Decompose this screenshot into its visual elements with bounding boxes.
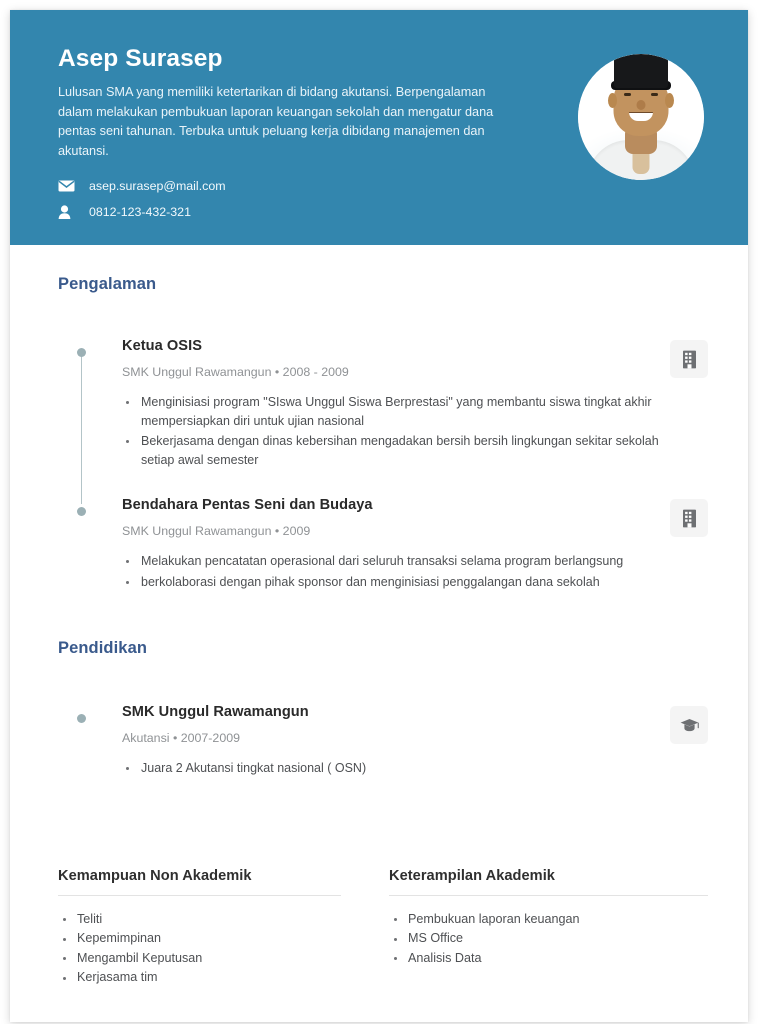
experience-entry: [58, 497, 708, 593]
list-item: Juara 2 Akutansi tingkat nasional ( OSN): [122, 759, 670, 778]
contact-phone-text: 0812-123-432-321: [89, 205, 191, 219]
header-left-column: [58, 40, 528, 219]
resume-card: [10, 10, 748, 1022]
entry-bullet-list: [122, 759, 670, 778]
skills-heading-academic: Keterampilan Akademik: [389, 867, 555, 884]
entry-content: [75, 338, 670, 471]
section-education: [58, 593, 708, 780]
entry-subtitle: Akutansi • 2007-2009: [122, 731, 241, 745]
page-title: Asep Surasep: [58, 45, 223, 72]
profile-summary: Lulusan SMA yang memiliki ketertarikan di bidang akutansi. Berpengalaman dalam melakukan pembukuan laporan keuangan sekolah dan mengatur dana pentas seni tahunan. Terbuka untuk peluang kerja dibidang manajemen dan akutansi.: [58, 85, 494, 158]
entry-bullet-list: [122, 393, 670, 469]
list-item: Mengambil Keputusan: [58, 949, 341, 969]
skills-non-academic-column: [58, 868, 383, 988]
contact-email-text: asep.surasep@mail.com: [89, 179, 226, 193]
list-item: Kepemimpinan: [58, 929, 341, 949]
entry-title: SMK Unggul Rawamangun: [122, 704, 309, 720]
section-skills: [58, 868, 708, 988]
contact-email-row[interactable]: [58, 179, 528, 193]
education-entry: [58, 704, 708, 780]
skills-list-non-academic: [58, 910, 341, 988]
entry-title: Bendahara Pentas Seni dan Budaya: [122, 497, 373, 513]
building-icon: [670, 340, 708, 378]
section-heading-experience: Pengalaman: [58, 275, 157, 293]
user-icon: [58, 205, 80, 219]
entry-bullet-list: [122, 552, 670, 591]
experience-entries: [58, 338, 708, 593]
divider: [58, 895, 341, 896]
building-icon: [670, 499, 708, 537]
entry-subtitle: SMK Unggul Rawamangun • 2009: [122, 524, 311, 538]
list-item: Teliti: [58, 910, 341, 930]
list-item: Melakukan pencatatan operasional dari seluruh transaksi selama program berlangsung: [122, 552, 670, 571]
list-item: Bekerjasama dengan dinas kebersihan mengadakan bersih bersih lingkungan sekitar sekolah setiap awal semester: [122, 432, 670, 469]
skills-academic-column: [383, 868, 708, 988]
graduation-cap-icon: [670, 706, 708, 744]
entry-title: Ketua OSIS: [122, 338, 202, 354]
entry-content: [75, 704, 670, 780]
list-item: MS Office: [389, 929, 708, 949]
section-heading-education: Pendidikan: [58, 639, 148, 657]
skills-heading-non-academic: Kemampuan Non Akademik: [58, 867, 252, 884]
divider: [389, 895, 708, 896]
list-item: Analisis Data: [389, 949, 708, 969]
resume-header: [10, 10, 748, 245]
experience-entry: [58, 338, 708, 497]
section-experience: [58, 245, 708, 593]
list-item: Pembukuan laporan keuangan: [389, 910, 708, 930]
entry-content: [75, 497, 670, 593]
education-entries: [58, 704, 708, 780]
profile-photo: [578, 54, 704, 180]
skills-list-academic: [389, 910, 708, 969]
list-item: berkolaborasi dengan pihak sponsor dan menginisiasi penggalangan dana sekolah: [122, 573, 670, 592]
contact-phone-row[interactable]: [58, 205, 528, 219]
envelope-icon: [58, 180, 80, 192]
entry-subtitle: SMK Unggul Rawamangun • 2008 - 2009: [122, 365, 349, 379]
resume-body: [10, 245, 748, 1022]
list-item: Menginisiasi program "SIswa Unggul Siswa Berprestasi" yang membantu siswa tingkat akhir mempersiapkan diri untuk ujian nasional: [122, 393, 670, 430]
list-item: Kerjasama tim: [58, 968, 341, 988]
avatar: [578, 54, 704, 180]
